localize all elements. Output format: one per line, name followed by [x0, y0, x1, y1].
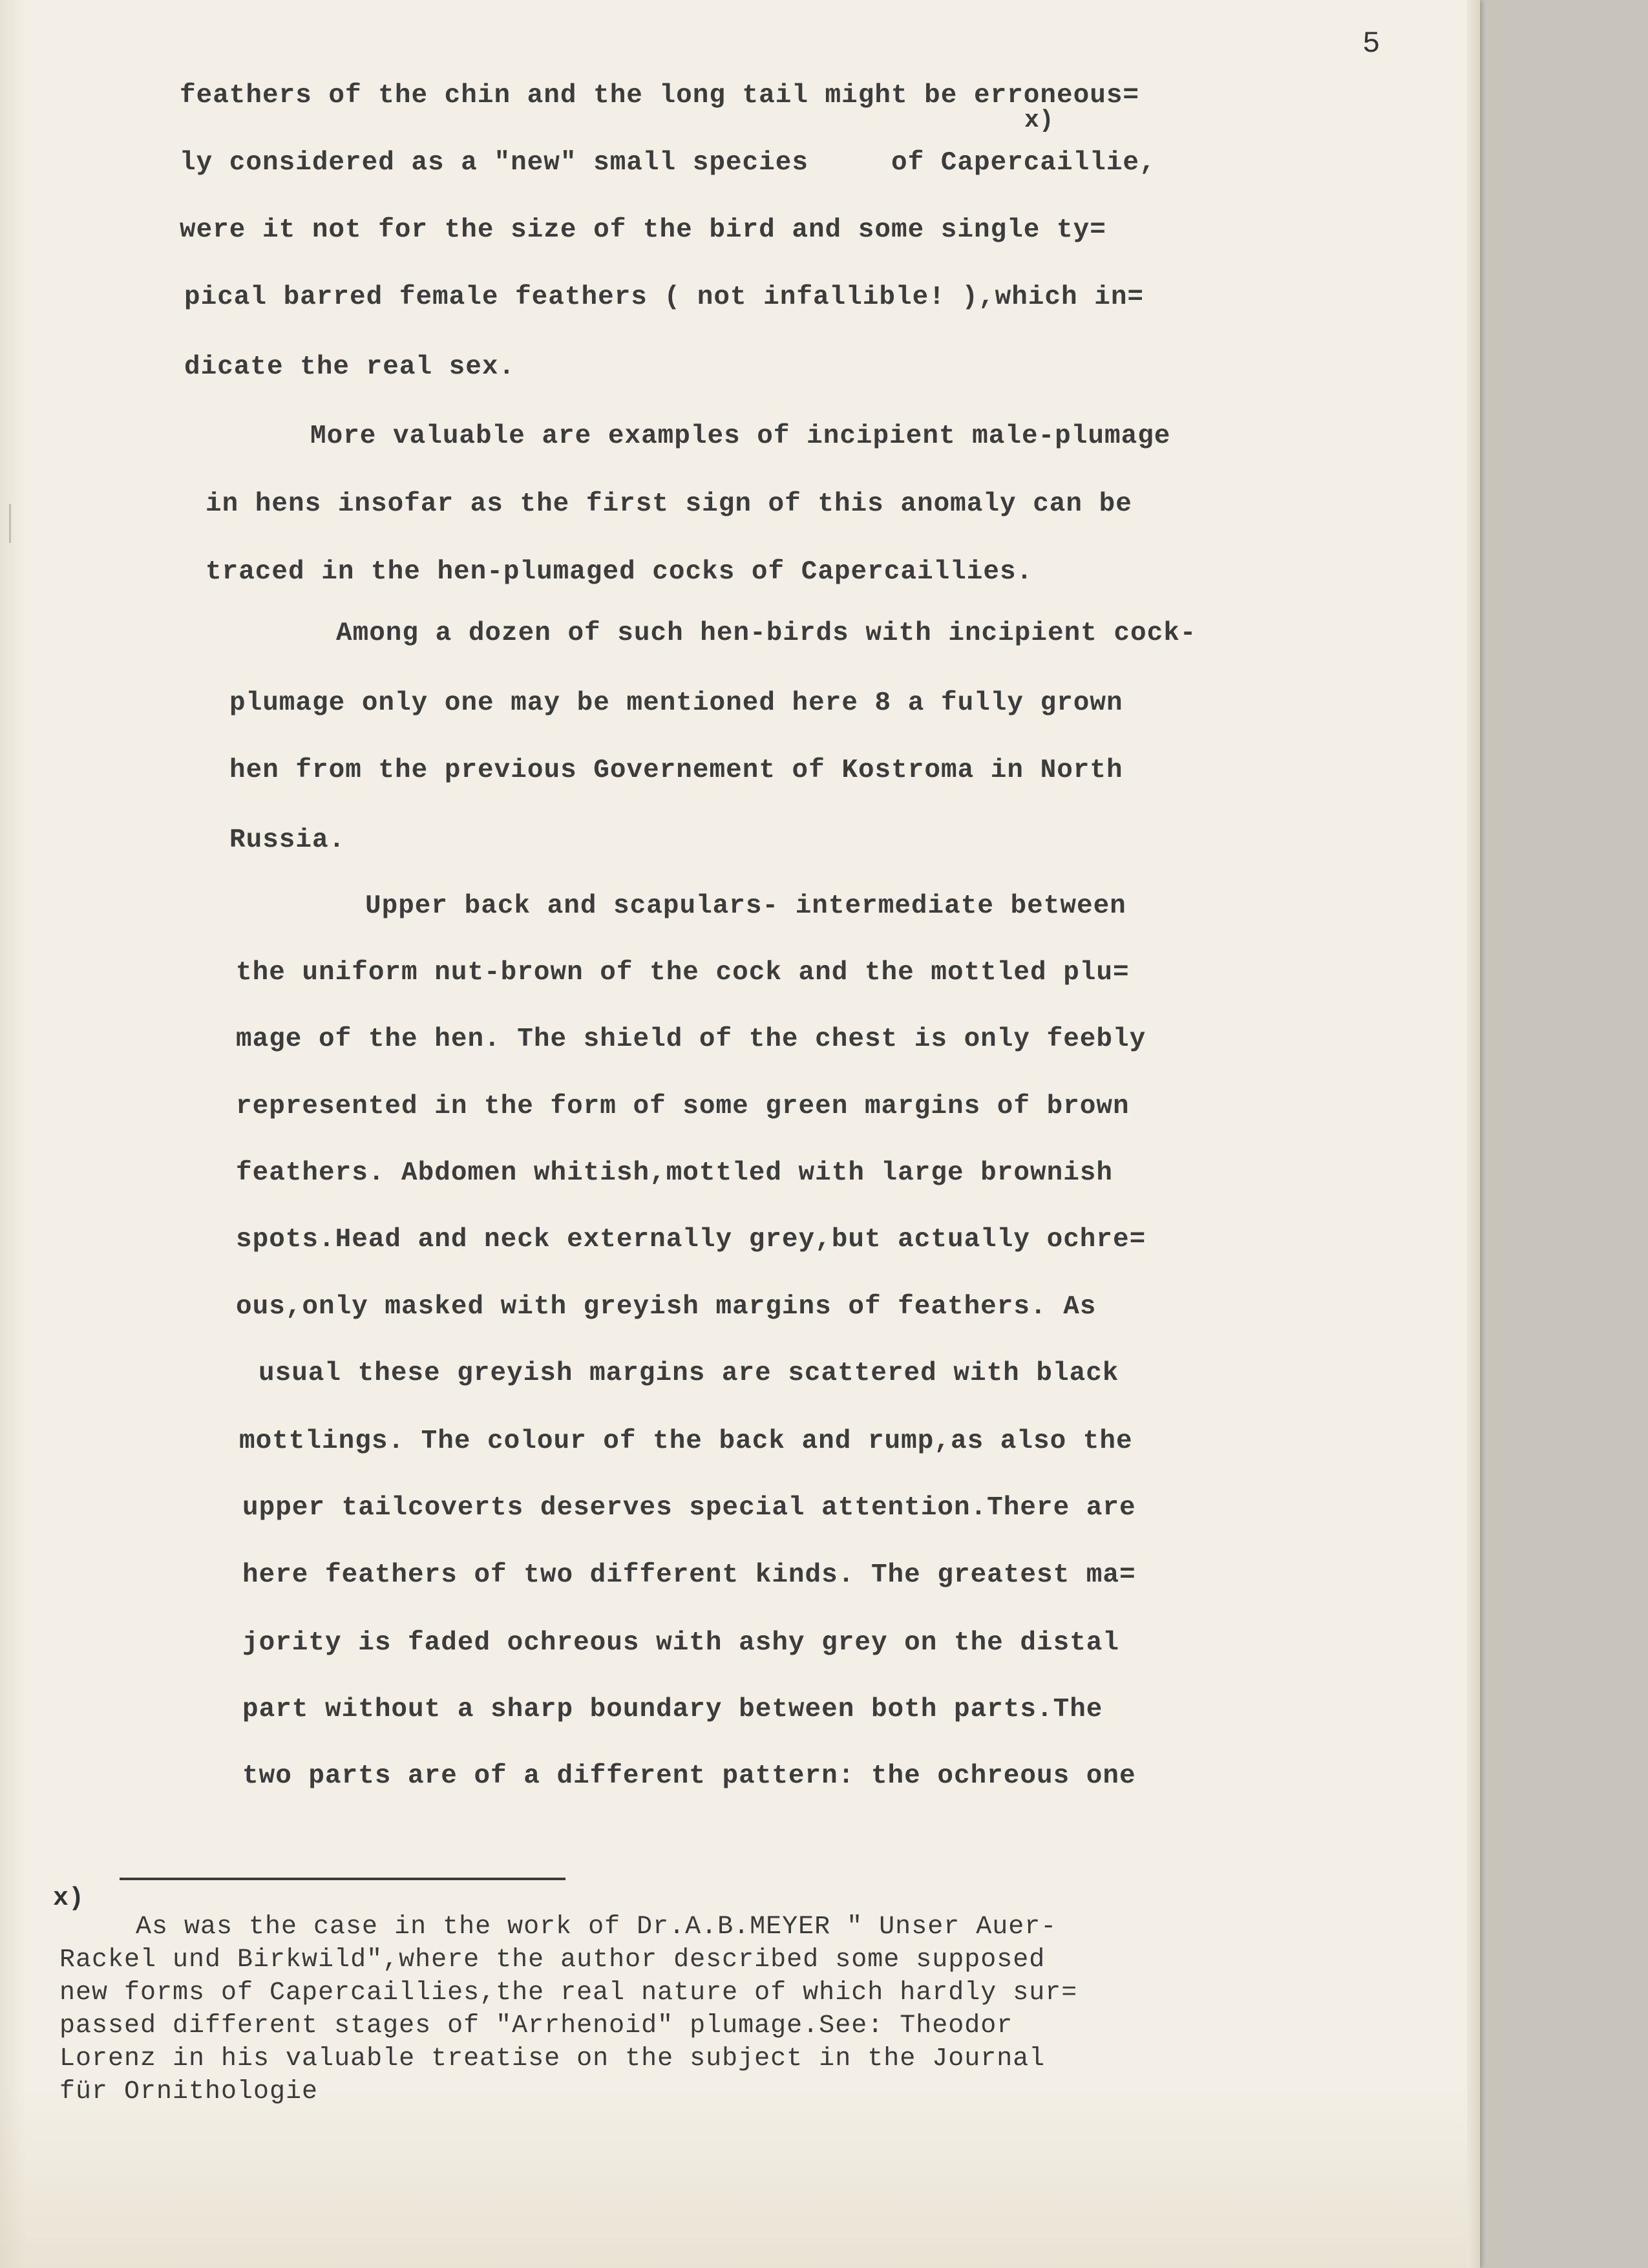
- body-line: were it not for the size of the bird and some single ty=: [180, 215, 1106, 245]
- footnote-separator: [120, 1878, 565, 1880]
- footnote-reference-mark: x): [1024, 107, 1054, 134]
- body-line: pical barred female feathers ( not infallible! ),which in=: [184, 282, 1145, 312]
- body-line: dicate the real sex.: [184, 352, 516, 382]
- body-line: upper tailcoverts deserves special attention.There are: [242, 1493, 1136, 1523]
- body-line: the uniform nut-brown of the cock and the mottled plu=: [236, 958, 1130, 988]
- body-line: in hens insofar as the first sign of this anomaly can be: [206, 489, 1132, 519]
- footnote-line: As was the case in the work of Dr.A.B.MEYER " Unser Auer-: [136, 1913, 1057, 1942]
- body-line: plumage only one may be mentioned here 8 a fully grown: [229, 688, 1123, 718]
- body-line: usual these greyish margins are scattered with black: [259, 1359, 1119, 1388]
- footnote-line: new forms of Capercaillies,the real nature of which hardly sur=: [59, 1978, 1078, 2008]
- footnote-line: passed different stages of "Arrhenoid" plumage.See: Theodor: [59, 2011, 1013, 2040]
- body-line: feathers. Abdomen whitish,mottled with large brownish: [236, 1158, 1114, 1188]
- body-line: represented in the form of some green margins of brown: [236, 1092, 1130, 1121]
- body-line: part without a sharp boundary between both parts.The: [242, 1695, 1103, 1724]
- body-line: two parts are of a different pattern: the ochreous one: [242, 1761, 1136, 1791]
- body-line: traced in the hen-plumaged cocks of Capercaillies.: [206, 557, 1033, 587]
- footnote-mark: x): [53, 1884, 85, 1913]
- body-line: spots.Head and neck externally grey,but actually ochre=: [236, 1225, 1146, 1255]
- body-line: here feathers of two different kinds. The greatest ma=: [242, 1560, 1136, 1590]
- body-line: More valuable are examples of incipient male-plumage: [310, 421, 1171, 451]
- footnote-line: Rackel und Birkwild",where the author described some supposed: [59, 1945, 1046, 1975]
- body-line: Russia.: [229, 825, 346, 855]
- paper-edge: [1467, 0, 1480, 2268]
- footnote-line: für Ornithologie: [59, 2077, 319, 2106]
- body-line: ly considered as a "new" small species of Capercaillie,: [180, 148, 1156, 178]
- body-line: ous,only masked with greyish margins of feathers. As: [236, 1292, 1097, 1322]
- body-line: mottlings. The colour of the back and rump,as also the: [239, 1426, 1133, 1456]
- body-line: mage of the hen. The shield of the chest is only feebly: [236, 1024, 1146, 1054]
- body-line: Among a dozen of such hen-birds with incipient cock-: [336, 619, 1197, 648]
- footnote-line: Lorenz in his valuable treatise on the subject in the Journal: [59, 2044, 1046, 2073]
- body-line: Upper back and scapulars- intermediate between: [365, 891, 1126, 921]
- body-line: jority is faded ochreous with ashy grey on the distal: [242, 1628, 1120, 1658]
- body-line: feathers of the chin and the long tail might be erroneous=: [180, 81, 1140, 111]
- margin-mark: [9, 504, 11, 543]
- page-number: 5: [1362, 27, 1380, 61]
- body-line: hen from the previous Governement of Kostroma in North: [229, 756, 1123, 785]
